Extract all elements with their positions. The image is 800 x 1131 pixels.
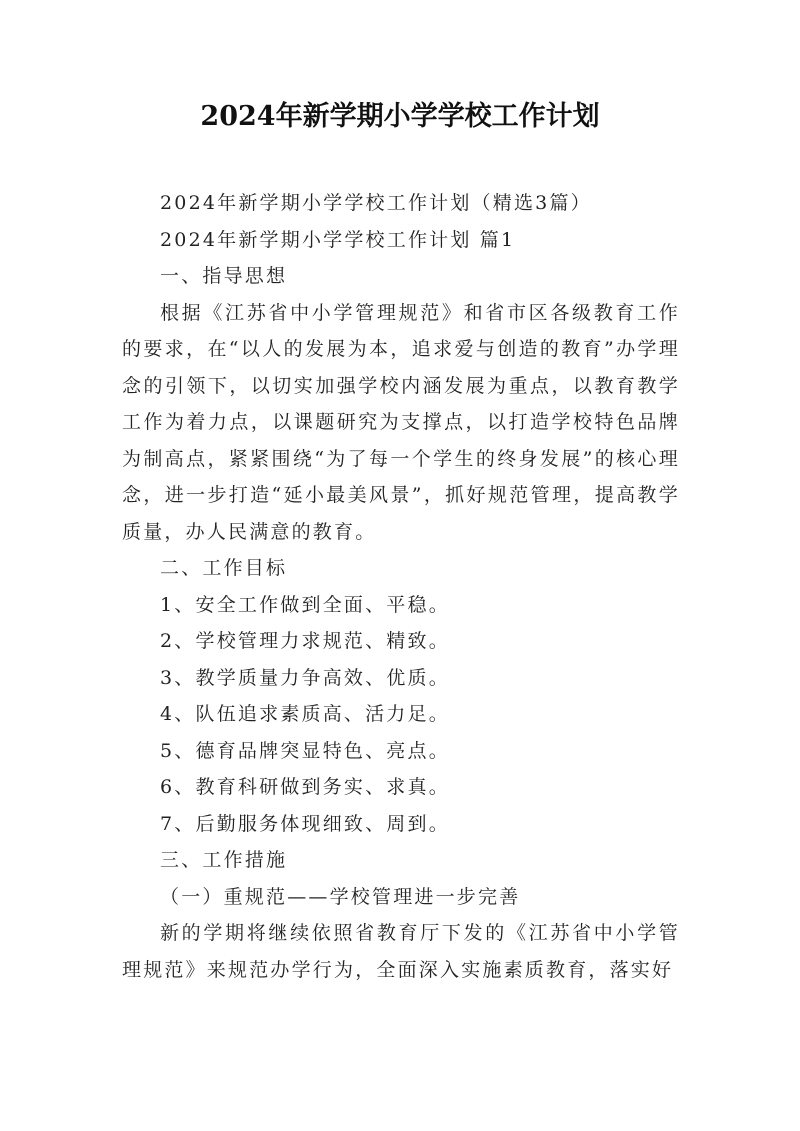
subsection-paragraph-management: 新的学期将继续依照省教育厅下发的《江苏省中小学管理规范》来规范办学行为，全面深入实施素质教育，落实好 — [122, 922, 680, 981]
section-heading-guiding-ideology: 一、指导思想 — [160, 265, 288, 287]
section-paragraph-guiding-ideology: 根据《江苏省中小学管理规范》和省市区各级教育工作的要求，在“以人的发展为本，追求爱与创造的教育”办学理念的引领下，以切实加强学校内涵发展为重点，以教育教学工作为着力点，以课题研究为支撑点，以打造学校特色品牌为制高点，紧紧围绕“为了每一个学生的终身发展”的核心理念，进一步打造“延小最美风景”，抓好规范管理，提高教学质量，办人民满意的教育。 — [122, 301, 680, 543]
list-item: 2、学校管理力求规范、精致。 — [160, 630, 450, 652]
list-item: 7、后勤服务体现细致、周到。 — [160, 812, 450, 835]
article-heading: 2024年新学期小学学校工作计划 篇1 — [160, 228, 516, 251]
document-subtitle: 2024年新学期小学学校工作计划（精选3篇） — [160, 192, 592, 214]
document-body — [122, 185, 680, 988]
list-item: 4、队伍追求素质高、活力足。 — [160, 703, 450, 725]
goals-list — [122, 587, 680, 843]
document-title: 2024年新学期小学学校工作计划 — [200, 101, 600, 132]
list-item: 6、教育科研做到务实、求真。 — [160, 776, 450, 798]
list-item: 3、教学质量力争高效、优质。 — [160, 666, 450, 689]
section-heading-work-measures: 三、工作措施 — [160, 849, 288, 871]
list-item: 1、安全工作做到全面、平稳。 — [160, 593, 450, 616]
subsection-heading-management: （一）重规范——学校管理进一步完善 — [160, 885, 521, 908]
list-item: 5、德育品牌突显特色、亮点。 — [160, 739, 450, 762]
section-heading-work-goals: 二、工作目标 — [160, 557, 288, 579]
